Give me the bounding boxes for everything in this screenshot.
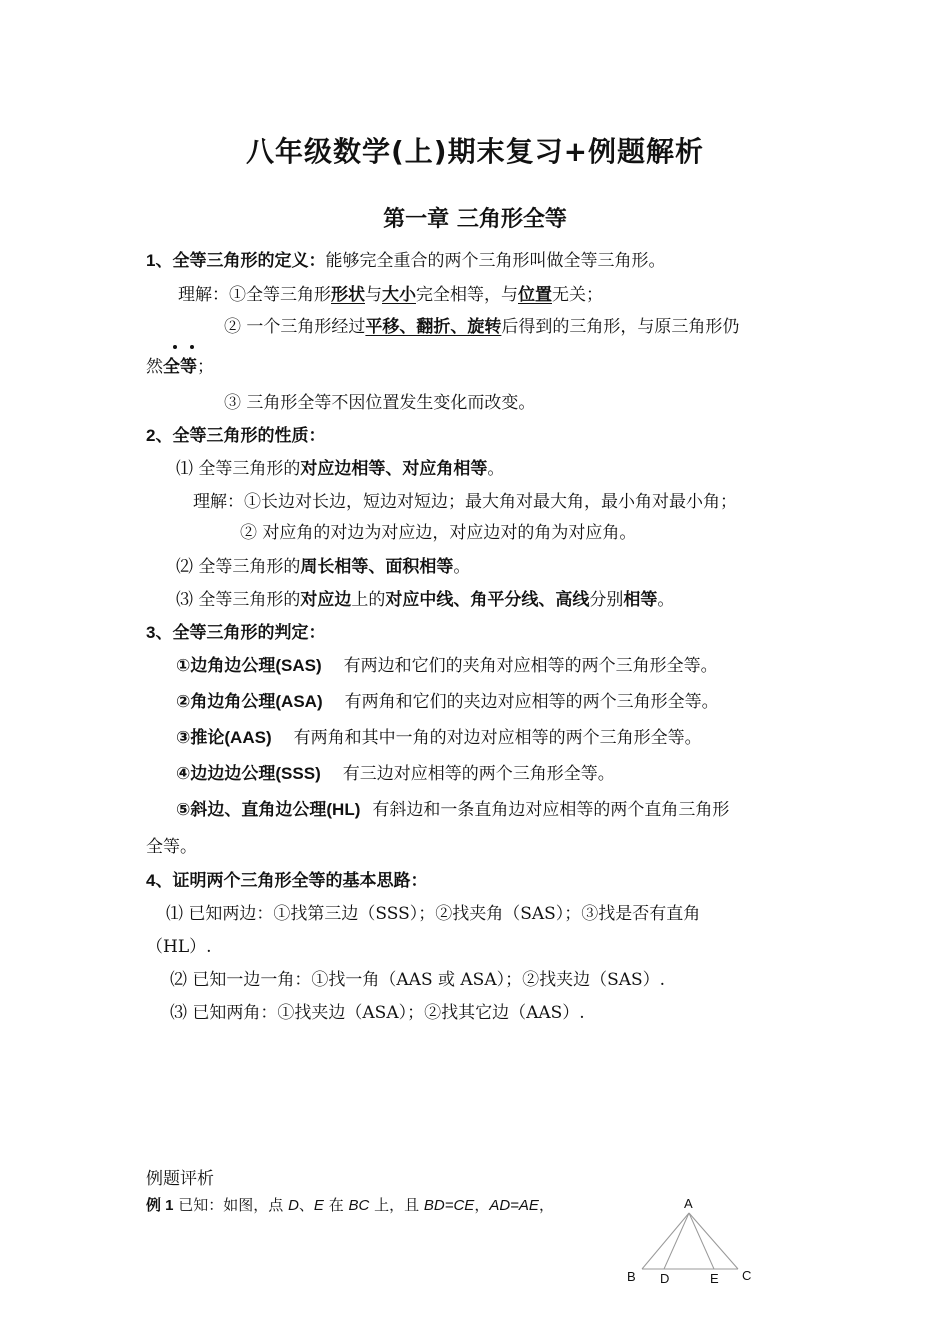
rule-aas: [176, 727, 702, 749]
text: 。: [487, 459, 505, 479]
condition-1: BD=CE: [423, 1197, 475, 1214]
text: 无关；: [552, 285, 603, 305]
rule-hl: [176, 799, 729, 821]
rule-text: 有三边对应相等的两个三角形全等。: [342, 764, 615, 784]
section-1: [146, 250, 665, 272]
document-title: 八年级数学(上)期末复习+例题解析: [245, 135, 705, 168]
rule-name: ①边角边公理(SAS): [176, 656, 322, 675]
text: ，: [538, 1196, 554, 1214]
text: 、: [298, 1196, 314, 1214]
definition-text: 能够完全重合的两个三角形叫做全等三角形。: [325, 251, 666, 271]
rule-hl-cont: 全等。: [146, 837, 197, 857]
emphasis-dot: [173, 345, 177, 349]
text: 然: [146, 357, 163, 377]
condition-2: AD=AE: [489, 1197, 539, 1214]
property-1-understanding-1: 理解：①长边对长边，短边对短边；最大角对最大角，最小角对最小角；: [193, 492, 737, 512]
label-c: C: [742, 1268, 752, 1283]
text: 完全相等，与: [416, 285, 518, 305]
side-ab: [642, 1213, 689, 1269]
keyword-position: 位置: [518, 285, 552, 304]
examples-heading: 例题评析: [146, 1169, 214, 1188]
rule-text: 有斜边和一条直角边对应相等的两个直角三角形: [372, 800, 730, 820]
approach-1-cont: （HL）.: [146, 937, 212, 957]
text: 与: [365, 285, 382, 305]
text: 。: [657, 590, 675, 610]
label-e: E: [710, 1271, 719, 1286]
property-1-understanding-2: ② 对应角的对边为对应边，对应边对的角为对应角。: [240, 523, 637, 543]
property-2: [176, 556, 470, 578]
keyword: 对应边: [300, 590, 352, 609]
text: 上的: [351, 590, 386, 610]
keyword: 对应中线、角平分线、高线: [385, 590, 590, 609]
property-1: [176, 458, 504, 480]
keyword: 对应边相等、对应角相等: [300, 459, 488, 478]
point-d: D: [288, 1197, 299, 1214]
segment-bc: BC: [348, 1197, 370, 1214]
segment-ad: [664, 1213, 689, 1269]
label-b: B: [627, 1269, 636, 1284]
text: 上，且: [369, 1196, 424, 1214]
approach-2: ⑵ 已知一边一角：①找一角（AAS 或 ASA）；②找夹边（SAS）.: [170, 970, 666, 990]
understanding-2-cont: [146, 356, 214, 378]
rule-text: 有两角和其中一角的对边对应相等的两个三角形全等。: [293, 728, 702, 748]
keyword: 周长相等、面积相等: [300, 557, 454, 576]
segment-ae: [689, 1213, 714, 1269]
point-e: E: [313, 1197, 324, 1214]
understanding-2: [224, 316, 739, 338]
text: ；: [197, 357, 214, 377]
triangle-figure: [620, 1195, 770, 1295]
keyword: 相等: [623, 590, 658, 609]
text: ② 一个三角形经过: [224, 317, 366, 337]
approach-3: ⑶ 已知两角：①找夹边（ASA）；②找其它边（AAS）.: [170, 1003, 585, 1023]
text: 理解：①全等三角形: [178, 285, 331, 305]
example-label: 例 1: [146, 1197, 174, 1214]
chapter-title: 第一章 三角形全等: [383, 207, 567, 232]
keyword-transformations: 平移、翻折、旋转: [365, 317, 502, 336]
understanding-3: ③ 三角形全等不因位置发生变化而改变。: [224, 393, 536, 413]
section-3-heading: 3、全等三角形的判定：: [146, 623, 326, 642]
rule-name: ⑤斜边、直角边公理(HL): [176, 800, 361, 819]
section-2-heading: 2、全等三角形的性质：: [146, 426, 326, 445]
rule-text: 有两边和它们的夹角对应相等的两个三角形全等。: [343, 656, 718, 676]
text: 。: [453, 557, 471, 577]
text: 已知：如图，点: [173, 1196, 289, 1214]
label-d: D: [660, 1271, 670, 1286]
text: ⑵ 全等三角形的: [176, 557, 301, 577]
keyword-size: 大小: [382, 285, 416, 304]
keyword-congruent: 全等: [163, 357, 197, 376]
text: 后得到的三角形，与原三角形仍: [501, 317, 740, 337]
text: ⑶ 全等三角形的: [176, 590, 301, 610]
section-1-heading: 1、全等三角形的定义：: [146, 251, 326, 270]
keyword-shape: 形状: [331, 285, 365, 304]
rule-name: ④边边边公理(SSS): [176, 764, 321, 783]
text: ⑴ 全等三角形的: [176, 459, 301, 479]
section-4-heading: 4、证明两个三角形全等的基本思路：: [146, 871, 428, 890]
understanding-1: [178, 284, 603, 306]
approach-1: ⑴ 已知两边：①找第三边（SSS）；②找夹角（SAS）；③找是否有直角: [166, 904, 701, 924]
text: 分别: [589, 590, 624, 610]
rule-name: ③推论(AAS): [176, 728, 272, 747]
rule-text: 有两角和它们的夹边对应相等的两个三角形全等。: [344, 692, 719, 712]
text: 在: [323, 1196, 349, 1214]
emphasis-dot: [190, 345, 194, 349]
label-a: A: [684, 1196, 693, 1211]
property-3: [176, 589, 674, 611]
rule-sas: [176, 655, 718, 677]
example-1: [146, 1194, 554, 1217]
side-ac: [689, 1213, 738, 1269]
text: ，: [474, 1196, 490, 1214]
rule-asa: [176, 691, 719, 713]
rule-sss: [176, 763, 615, 785]
rule-name: ②角边角公理(ASA): [176, 692, 323, 711]
